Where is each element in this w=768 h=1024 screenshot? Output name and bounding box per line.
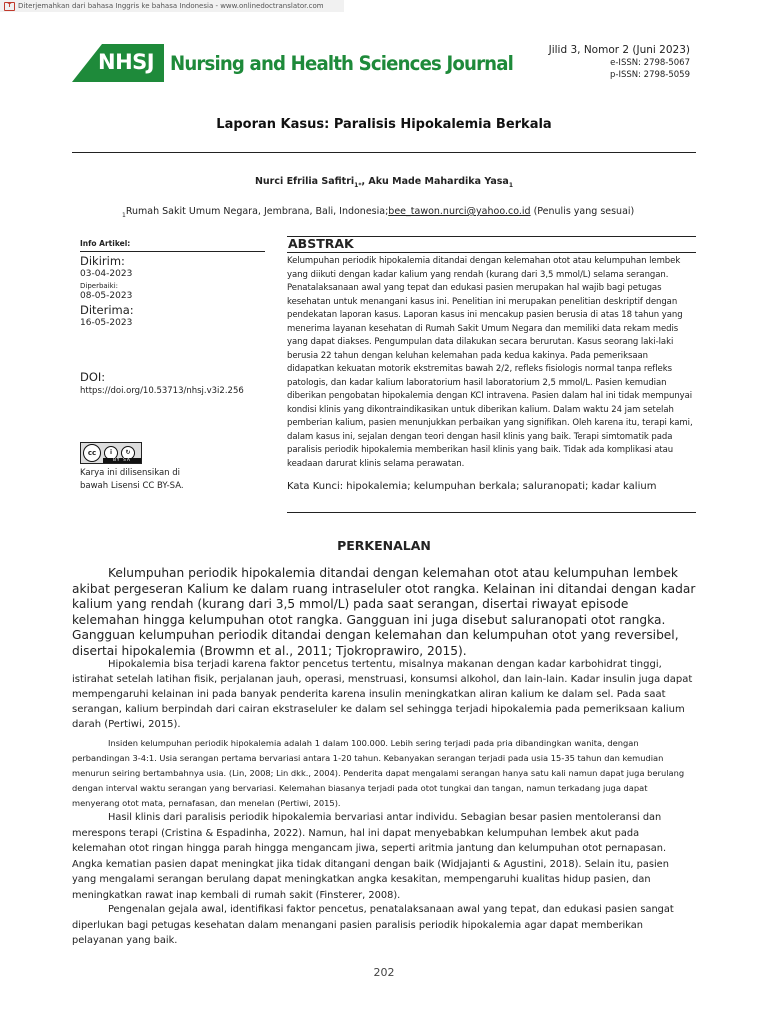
intro-paragraph-1 — [72, 566, 696, 660]
journal-name: Nursing and Health Sciences Journal — [170, 51, 514, 75]
intro-heading: PERKENALAN — [337, 538, 431, 553]
translator-banner-text[interactable]: Diterjemahkan dari bahasa Inggris ke bahasa Indonesia - www.onlinedoctranslator.com — [18, 2, 324, 10]
doi-link[interactable]: https://doi.org/10.53713/nhsj.v3i2.256 — [80, 386, 244, 396]
intro-paragraph-3-text: Insiden kelumpuhan periodik hipokalemia adalah 1 dalam 100.000. Lebih sering terjadi pada pria dibandingkan wanita, dengan perbandingan 3-4:1. Usia serangan pertama bervariasi antara 1-20 tahun. Kebanyakan serangan terjadi pada usia 15-35 tahun dan kemudian menurun seiring bertambahnya usia. (Lin, 2008; Lin dkk., 2004). Penderita dapat mengalami serangan hanya satu kali namun dapat juga berulang dengan interval waktu serangan yang bervariasi. Kelemahan biasanya terjadi pada otot tungkai dan tangan, namun terkadang juga dapat menyerang otot mata, pernafasan, dan menelan (Pertiwi, 2015). — [72, 738, 685, 808]
intro-paragraph-2-text: Hipokalemia bisa terjadi karena faktor pencetus tertentu, misalnya makanan dengan kadar karbohidrat tinggi, istirahat setelah latihan fisik, perjalanan jauh, operasi, menstruasi, konsumsi alkohol, dan lain-lain. Kadar insulin juga dapat mempengaruhi kelainan ini pada banyak penderita karena insulin meningkatkan aliran kalium ke dalam sel. Pada saat serangan, kalium berpindah dari cairan ekstraseluler ke dalam sel sehingga terjadi hipokalemia pada pemeriksaan kalium darah (Pertiwi, 2015). — [72, 659, 693, 730]
intro-paragraph-2 — [72, 657, 696, 732]
license-text — [80, 467, 265, 493]
revised-label: Diperbaiki: — [80, 282, 118, 290]
intro-paragraph-4-text: Hasil klinis dari paralisis periodik hipokalemia bervariasi antar individu. Sebagian besar pasien mentoleransi dan merespons terapi (Cristina & Espadinha, 2022). Namun, hal ini dapat menyebabkan kelumpuhan lembek akut pada kelemahan otot ringan hingga parah hingga mengancam jiwa, seperti aritmia jantung dan kelumpuhan otot pernapasan. Angka kematian pasien dapat meningkat jika tidak ditangani dengan baik (Widjajanti & Agustini, 2018). Selain itu, pasien yang mengalami serangan berulang dapat meningkatkan angka kesakitan, mempengaruhi kualitas hidup pasien, dan meningkatkan rawat inap kembali di rumah sakit (Finsterer, 2008). — [72, 812, 669, 901]
affiliation-marker: 1 — [122, 211, 126, 219]
e-issn: e-ISSN: 2798-5067 — [610, 58, 690, 68]
accepted-date: 16-05-2023 — [80, 318, 133, 328]
corresponding-note: (Penulis yang sesuai) — [530, 206, 635, 217]
article-info — [80, 236, 265, 493]
title-divider — [72, 152, 696, 153]
abstract-divider — [287, 512, 696, 513]
submitted-label: Dikirim: — [80, 254, 125, 268]
logo-text: NHSJ — [98, 50, 155, 74]
author-list — [72, 176, 696, 189]
affiliation — [122, 206, 634, 219]
abstract-text: Kelumpuhan periodik hipokalemia ditandai dengan kelemahan otot atau kelumpuhan lembek yang diikuti dengan kadar kalium yang rendah (kurang dari 3,5 mmol/L) selama serangan. Penatalaksanaan awal yang tepat dan edukasi pasien merupakan hal wajib bagi petugas kesehatan untuk menangani kasus ini. Penelitian ini merupakan penelitian deskriptif dengan pendekatan laporan kasus. Laporan kasus ini mencakup pasien berusia di atas 18 tahun yang menerima layanan kesehatan di Rumah Sakit Umum Negara dan memiliki data rekam medis yang dapat diakses. Pengumpulan data dilakukan secara berurutan. Kasus seorang laki-laki berusia 22 tahun dengan keluhan kelemahan pada kedua kakinya. Pada pemeriksaan didapatkan kekuatan motorik ekstremitas bawah 2/2, refleks fisiologis normal tanpa refleks patologis, dan kadar kalium laboratorium hasil laboratorium 2,5 mmol/L. Pasien kemudian diberikan pengobatan hipokalemia dengan KCl intravena. Pasien dalam hal ini tidak mempunyai kondisi klinis yang dikontraindikasikan untuk diberikan kalium. Dalam waktu 24 jam setelah pemberian kalium, pasien menunjukkan perbaikan yang signifikan. Oleh karena itu, terapi kami, dalam kasus ini, sejalan dengan teori dengan hasil klinis yang baik. Terapi simtomatik pada paralisis periodik hipokalemia memberikan hasil klinis yang baik. Tidak ada komplikasi atau keadaan darurat klinis selama perawatan. — [287, 256, 693, 469]
corresponding-email-link[interactable]: bee_tawon.nurci@yahoo.co.id — [388, 206, 531, 217]
doi-label: DOI: — [80, 370, 106, 384]
keywords: Kata Kunci: hipokalemia; kelumpuhan berkala; saluranopati; kadar kalium — [287, 481, 657, 492]
accepted-label: Diterima: — [80, 303, 134, 317]
author-1-marker: 1* — [354, 181, 362, 189]
page-number: 202 — [373, 966, 395, 979]
submitted-date: 03-04-2023 — [80, 269, 133, 279]
translator-banner[interactable] — [0, 0, 344, 12]
intro-paragraph-1-text: Kelumpuhan periodik hipokalemia ditandai dengan kelemahan otot atau kelumpuhan lembek akibat pergeseran Kalium ke dalam ruang intraseluler otot rangka. Kelainan ini ditandai dengan kadar kalium yang rendah (kurang dari 3,5 mmol/L) pada saat serangan, disertai riwayat episode kelemahan hingga kelumpuhan otot rangka. Gangguan ini juga disebut saluranopati otot rangka. Gangguan kelumpuhan periodik ditandai dengan kelemahan dan kelumpuhan otot yang reversibel, disertai hipokalemia (Browmn et al., 2011; Tjokroprawiro, 2015). — [72, 566, 696, 658]
cc-icon: cc — [83, 444, 101, 462]
author-2-marker: 1 — [508, 181, 514, 189]
affiliation-text: Rumah Sakit Umum Negara, Jembrana, Bali, Indonesia; — [125, 206, 389, 217]
article-title: Laporan Kasus: Paralisis Hipokalemia Berkala — [216, 117, 552, 132]
abstract-heading: ABSTRAK — [287, 236, 696, 253]
intro-paragraph-5 — [72, 902, 696, 949]
abstract-section — [287, 236, 696, 492]
cc-license-badge[interactable] — [80, 442, 142, 464]
p-issn: p-ISSN: 2798-5059 — [609, 70, 690, 80]
article-info-heading: Info Artikel: — [80, 236, 265, 252]
license-line-2: bawah Lisensi CC BY-SA. — [80, 481, 184, 491]
by-icon: i — [104, 446, 118, 460]
intro-paragraph-5-text: Pengenalan gejala awal, identifikasi faktor pencetus, penatalaksanaan awal yang tepat, dan edukasi pasien sangat diperlukan bagi petugas kesehatan dalam menangani pasien paralisis periodik hipokalemia agar dapat memberikan pelayanan yang baik. — [72, 904, 674, 946]
author-2: , Aku Made Mahardika Yasa — [361, 176, 509, 187]
intro-paragraph-4 — [72, 810, 696, 903]
journal-logo — [72, 44, 164, 82]
issue-info — [549, 44, 690, 81]
cc-badge-text: BY SA — [103, 458, 141, 463]
author-1: Nurci Efrilia Safitri — [254, 176, 355, 187]
translate-icon: T — [4, 2, 15, 11]
journal-masthead — [72, 44, 539, 82]
license-line-1: Karya ini dilisensikan di — [80, 468, 181, 478]
intro-paragraph-3 — [72, 736, 696, 811]
sa-icon: ↻ — [121, 446, 135, 460]
revised-date: 08-05-2023 — [80, 291, 133, 301]
issue-volume: Jilid 3, Nomor 2 (Juni 2023) — [548, 44, 690, 56]
